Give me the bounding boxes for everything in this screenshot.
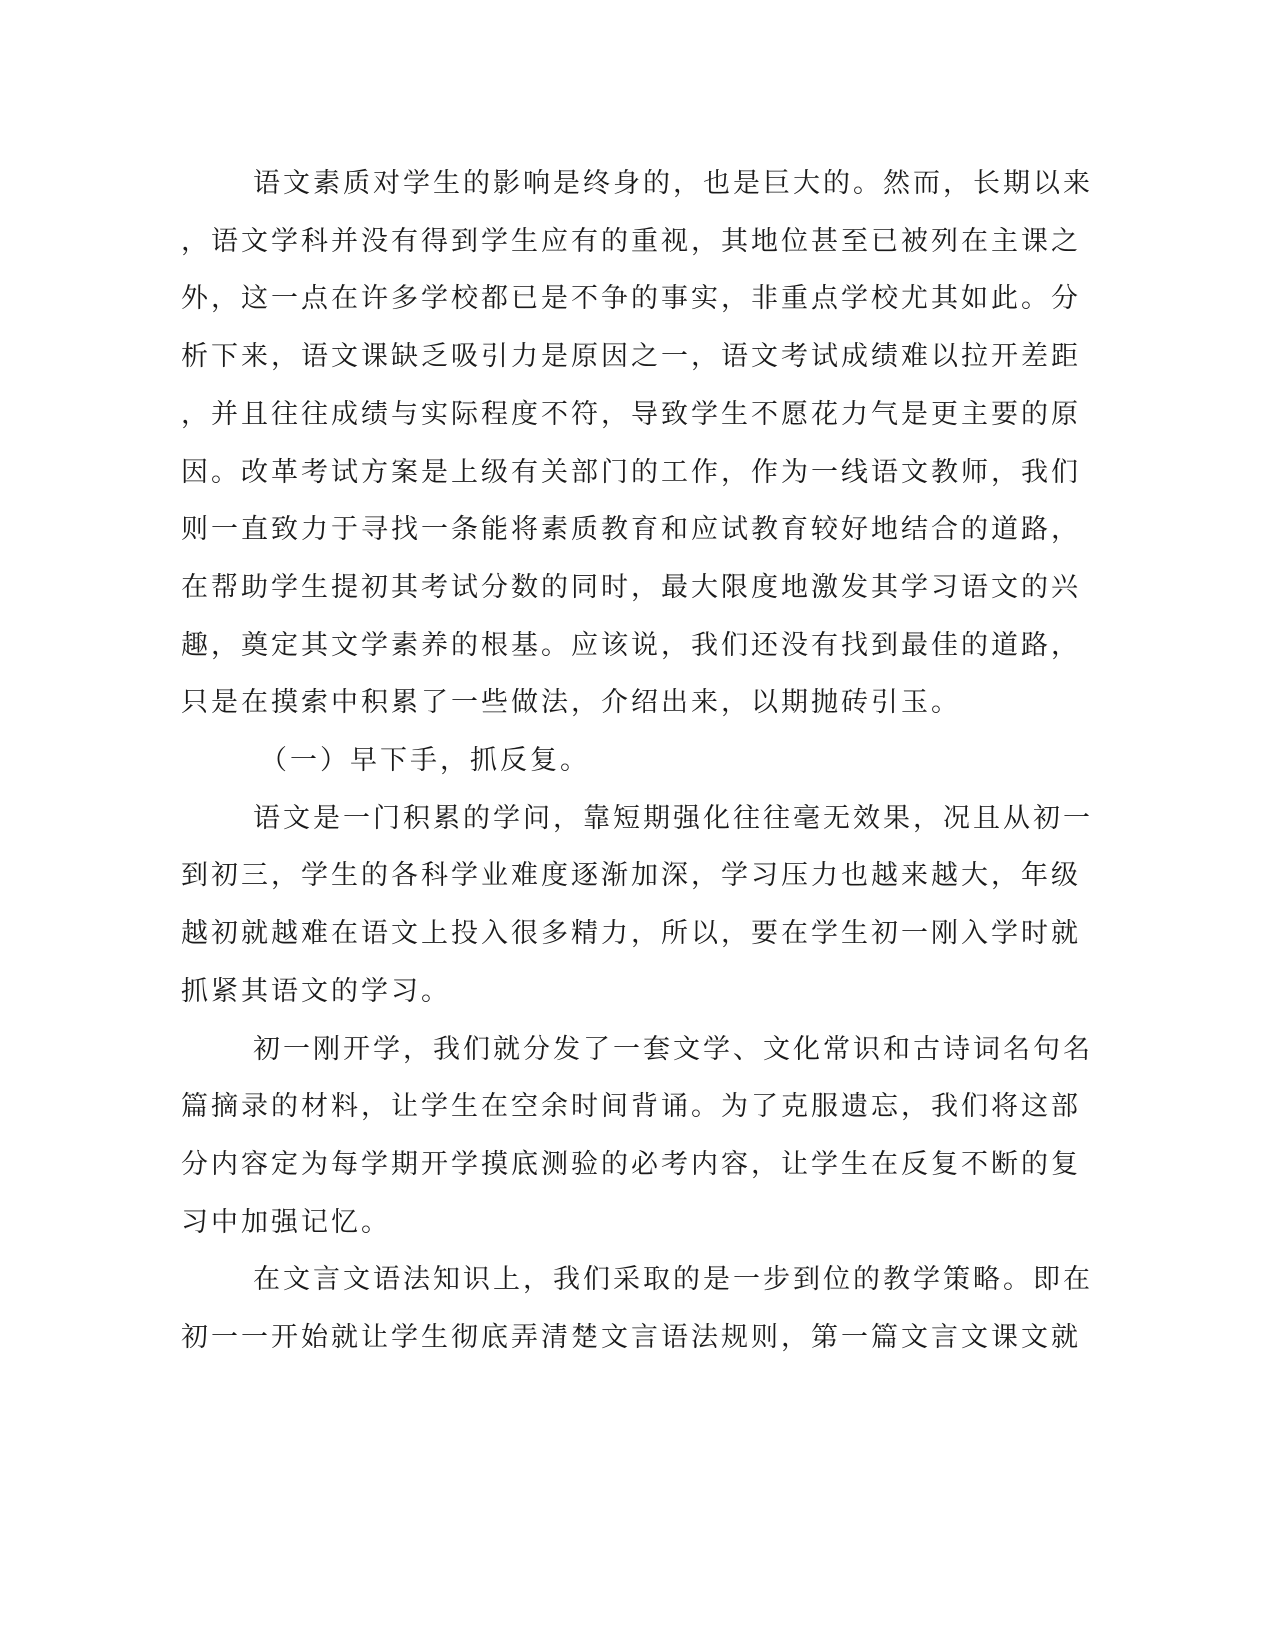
document-text-line: 语文素质对学生的影响是终身的，也是巨大的。然而，长期以来 [253,168,1093,199]
document-text-line: ，语文学科并没有得到学生应有的重视，其地位甚至已被列在主课之 [181,225,1081,257]
document-text-line: 因。改革考试方案是上级有关部门的工作，作为一线语文教师，我们 [181,456,1081,488]
document-text-line: 越初就越难在语文上投入很多精力，所以，要在学生初一刚入学时就 [181,918,1081,950]
document-text-line: 外，这一点在许多学校都已是不争的事实，非重点学校尤其如此。分 [181,283,1081,315]
document-text-line: 到初三，学生的各科学业难度逐渐加深，学习压力也越来越大，年级 [181,860,1081,892]
document-text-line: 抓紧其语文的学习。 [181,975,451,1007]
document-text-line: 篇摘录的材料，让学生在空余时间背诵。为了克服遗忘，我们将这部 [181,1091,1081,1123]
document-text-line: 初一刚开学，我们就分发了一套文学、文化常识和古诗词名句名 [253,1033,1093,1065]
document-text-line: 初一一开始就让学生彻底弄清楚文言语法规则，第一篇文言文课文就 [181,1322,1081,1353]
document-text-line: ，并且往往成绩与实际程度不符，导致学生不愿花力气是更主要的原 [181,398,1081,430]
document-text-line: 习中加强记忆。 [181,1206,391,1238]
document-text-line: 在帮助学生提初其考试分数的同时，最大限度地激发其学习语文的兴 [181,571,1081,603]
document-text-line: 分内容定为每学期开学摸底测验的必考内容，让学生在反复不断的复 [181,1148,1081,1180]
document-text-line: 语文是一门积累的学问，靠短期强化往往毫无效果，况且从初一 [253,802,1093,834]
document-text-line: 趣，奠定其文学素养的根基。应该说，我们还没有找到最佳的道路， [181,629,1081,661]
document-text-line: （一）早下手，抓反复。 [260,745,590,776]
document-text-line: 析下来，语文课缺乏吸引力是原因之一，语文考试成绩难以拉开差距 [181,341,1081,373]
document-text-line: 只是在摸索中积累了一些做法，介绍出来，以期抛砖引玉。 [181,687,961,719]
document-text-line: 在文言文语法知识上，我们采取的是一步到位的教学策略。即在 [253,1264,1093,1296]
document-text-line: 则一直致力于寻找一条能将素质教育和应试教育较好地结合的道路， [181,514,1081,546]
